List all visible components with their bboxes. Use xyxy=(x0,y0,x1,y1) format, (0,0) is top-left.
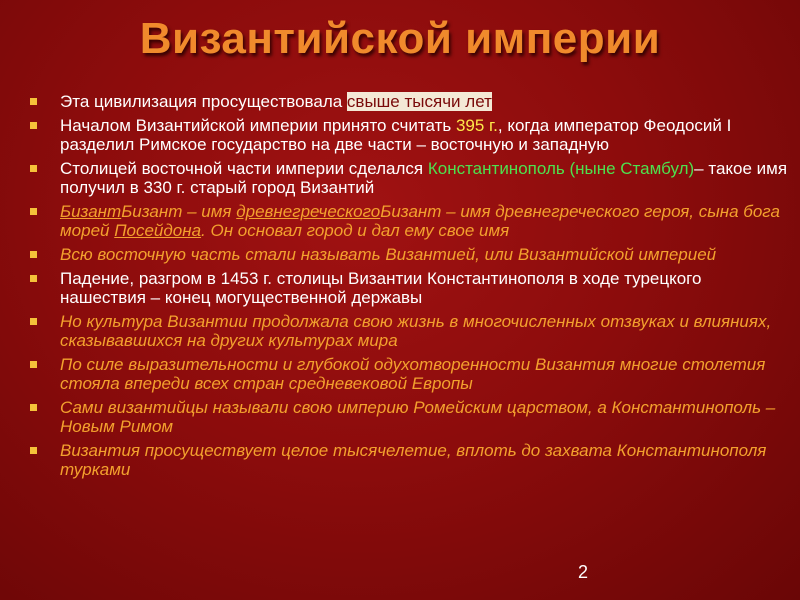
square-bullet-icon xyxy=(30,361,37,368)
hyperlink[interactable]: древнегреческого xyxy=(236,202,381,221)
slide-title: Византийской империи xyxy=(139,14,661,63)
bullet-item xyxy=(28,398,788,436)
bullet-text: По силе выразительности и глубокой одухотворенности Византия многие столетия стояла впереди всех стран средневековой Европы xyxy=(60,355,766,393)
bullet-item xyxy=(28,269,788,307)
bullet-item xyxy=(28,202,788,240)
bullet-item xyxy=(28,312,788,350)
bullet-item xyxy=(28,441,788,479)
bullet-text: Византия просуществует целое тысячелетие, вплоть до захвата Константинополя турками xyxy=(60,441,767,479)
square-bullet-icon xyxy=(30,122,37,129)
bullet-item xyxy=(28,116,788,154)
square-bullet-icon xyxy=(30,208,37,215)
bullet-text: Началом Византийской империи принято считать xyxy=(60,116,456,135)
square-bullet-icon xyxy=(30,404,37,411)
square-bullet-icon xyxy=(30,251,37,258)
bullet-list xyxy=(28,92,788,484)
highlighted-text: свыше тысячи лет xyxy=(346,92,492,111)
bullet-item xyxy=(28,159,788,197)
hyperlink[interactable]: Бизант xyxy=(60,202,122,221)
highlighted-text: 395 г. xyxy=(455,116,498,135)
square-bullet-icon xyxy=(30,165,37,172)
bullet-text: Падение, разгром в 1453 г. столицы Византии Константинополя в ходе турецкого нашествия – конец могущественной державы xyxy=(60,269,702,307)
hyperlink[interactable]: Посейдона xyxy=(114,221,202,240)
bullet-text: – такое имя получил в 330 г. старый город Византий xyxy=(60,159,788,197)
bullet-item xyxy=(28,245,788,264)
bullet-text: Столицей восточной части империи сделался xyxy=(60,159,428,178)
page-number: 2 xyxy=(578,562,589,582)
bullet-item xyxy=(28,355,788,393)
bullet-text: Всю восточную часть стали называть Византией, или Византийской империей xyxy=(60,245,717,264)
highlighted-text: Константинополь (ныне Стамбул) xyxy=(427,159,695,178)
bullet-text: Бизант – имя древнегреческого героя, сына бога морей xyxy=(60,202,780,240)
bullet-item xyxy=(28,92,788,111)
square-bullet-icon xyxy=(30,98,37,105)
square-bullet-icon xyxy=(30,447,37,454)
bullet-text: Но культура Византии продолжала свою жизнь в многочисленных отзвуках и влияниях, сказывавшихся на других культурах мира xyxy=(60,312,772,350)
square-bullet-icon xyxy=(30,275,37,282)
bullet-text: Сами византийцы называли свою империю Ромейским царством, а Константинополь – Новым Римом xyxy=(60,398,776,436)
bullet-text: . Он основал город и дал ему свое имя xyxy=(201,221,510,240)
square-bullet-icon xyxy=(30,318,37,325)
bullet-text: Эта цивилизация просуществовала xyxy=(60,92,347,111)
bullet-text: , когда император Феодосий I разделил Римское государство на две части – восточную и западную xyxy=(60,116,732,154)
bullet-text: Бизант – имя xyxy=(121,202,237,221)
